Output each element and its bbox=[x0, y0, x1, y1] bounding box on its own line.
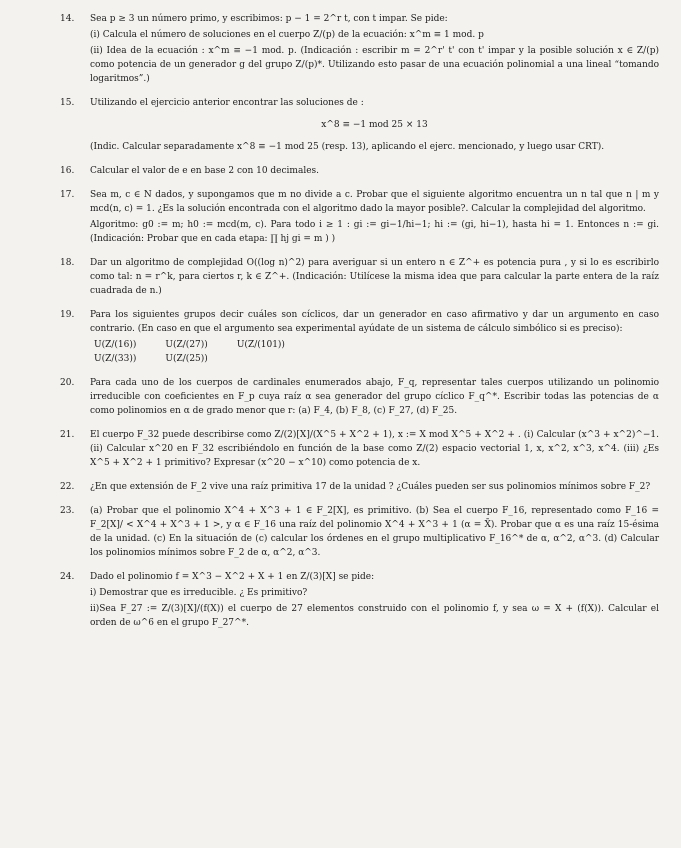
exercise-number: 24. bbox=[60, 572, 75, 582]
display-equation: x^8 ≡ −1 mod 25 × 13 bbox=[321, 120, 428, 130]
exercise-number: 17. bbox=[60, 190, 75, 200]
exercise-number: 14. bbox=[60, 14, 75, 24]
exercise-intro: ¿En que extensión de F_2 vive una raíz primitiva 17 de la unidad ? ¿Cuáles pueden ser sus polinomios mínimos sobre F_2? bbox=[90, 482, 651, 492]
exercise-15 bbox=[60, 96, 659, 154]
exercise-number: 16. bbox=[60, 166, 75, 176]
exercise-number: 21. bbox=[60, 430, 75, 440]
exercise-intro: Sea m, c ∈ N dados, y supongamos que m no divide a c. Probar que el siguiente algoritmo encuentra un n tal que n | m y mcd(n, c) = 1. ¿Es la solución encontrada con el algoritmo dado la mayor posible?. Calcular la complejidad del algoritmo. bbox=[90, 190, 659, 214]
exercise-hint: (Indic. Calcular separadamente x^8 ≡ −1 mod 25 (resp. 13), aplicando el ejerc. mencionado, y luego usar CRT). bbox=[90, 142, 605, 152]
exercise-intro: Para cada uno de los cuerpos de cardinales enumerados abajo, F_q, representar tales cuerpos utilizando un polinomio irreducible con coeficientes en F_p cuya raíz α sea generador del grupo cíclico F_q^*. Escribir todas las potencias de α como polinomios en α de grado menor que r: (a) F_4, (b) F_8, (c) F_27, (d) F_25. bbox=[90, 378, 659, 416]
exercise-19 bbox=[60, 308, 659, 366]
exercise-number: 20. bbox=[60, 378, 75, 388]
group-item: U(Z/(101)) bbox=[236, 340, 285, 350]
exercise-24 bbox=[60, 570, 659, 630]
exercise-intro: (a) Probar que el polinomio X^4 + X^3 + 1 ∈ F_2[X], es primitivo. (b) Sea el cuerpo F_16, representado como F_16 = F_2[X]/ < X^4 + X^3 + 1 >, y α ∈ F_16 una raíz del polinomio X^4 + X^3 + 1 (α = X̄). Probar que α es una raíz 15-ésima de la unidad. (c) En la situación de (c) calcular los órdenes en el grupo multiplicativo F_16^* de α, α^2, α^3. (d) Calcular los polinomios mínimos sobre F_2 de α, α^2, α^3. bbox=[90, 506, 659, 558]
group-list bbox=[94, 338, 304, 366]
exercise-number: 18. bbox=[60, 258, 75, 268]
exercise-number: 23. bbox=[60, 506, 75, 516]
exercise-14 bbox=[60, 12, 659, 86]
exercise-intro: Utilizando el ejercicio anterior encontrar las soluciones de : bbox=[90, 98, 364, 108]
exercise-intro: Para los siguientes grupos decir cuáles son cíclicos, dar un generador en caso afirmativo y dar un argumento en caso contrario. (En caso en que el argumento sea experimental ayúdate de un sistema de cálculo simbólico si es preciso): bbox=[90, 310, 659, 334]
exercise-23 bbox=[60, 504, 659, 560]
exercise-number: 19. bbox=[60, 310, 75, 320]
exercise-21 bbox=[60, 428, 659, 470]
group-item: U(Z/(33)) bbox=[94, 354, 137, 364]
exercise-item: (ii) Idea de la ecuación : x^m ≡ −1 mod. p. (Indicación : escribir m = 2^r' t' con t' impar y la posible solución x ∈ Z/(p) como potencia de un generador g del grupo Z/(p)*. Utilizando esto pasar de una ecuación polinomial a una lineal “tomando logaritmos”.) bbox=[90, 46, 659, 84]
group-item: U(Z/(25)) bbox=[165, 354, 208, 364]
exercise-number: 15. bbox=[60, 98, 75, 108]
exercise-intro: Sea p ≥ 3 un número primo, y escribimos: p − 1 = 2^r t, con t impar. Se pide: bbox=[90, 14, 448, 24]
exercise-item: ii)Sea F_27 := Z/(3)[X]/(f(X)) el cuerpo de 27 elementos construido con el polinomio f, y sea ω = X + (f(X)). Calcular el orden de ω^6 en el grupo F_27^*. bbox=[90, 604, 659, 628]
exercise-intro: El cuerpo F_32 puede describirse como Z/(2)[X]/(X^5 + X^2 + 1), x := X mod X^5 + X^2 + . (i) Calcular (x^3 + x^2)^−1. (ii) Calcular x^20 en F_32 escribiéndolo en función de la base como Z/(2) espacio vectorial 1, x, x^2, x^3, x^4. (iii) ¿Es X^5 + X^2 + 1 primitivo? Expresar (x^20 − x^10) como potencia de x. bbox=[90, 430, 659, 468]
exercise-18 bbox=[60, 256, 659, 298]
group-item: U(Z/(27)) bbox=[165, 340, 208, 350]
algorithm-text: Algoritmo: g0 := m; h0 := mcd(m, c). Para todo i ≥ 1 : gi := gi−1/hi−1; hi := (gi, hi−1), hasta hi = 1. Entonces n := gi. (Indicación: Probar que en cada etapa: ∏ hj gi = m ) ) bbox=[90, 220, 659, 244]
exercise-20 bbox=[60, 376, 659, 418]
exercise-intro: Dar un algoritmo de complejidad O((log n)^2) para averiguar si un entero n ∈ Z^+ es potencia pura , y si lo es escribirlo como tal: n = r^k, para ciertos r, k ∈ Z^+. (Indicación: Utilícese la misma idea que para calcular la parte entera de la raíz cuadrada de n.) bbox=[90, 258, 659, 296]
exercise-16 bbox=[60, 164, 659, 178]
exercise-17 bbox=[60, 188, 659, 246]
exercise-intro: Dado el polinomio f = X^3 − X^2 + X + 1 en Z/(3)[X] se pide: bbox=[90, 572, 375, 582]
group-item: U(Z/(16)) bbox=[94, 340, 137, 350]
exercise-item: i) Demostrar que es irreducible. ¿ Es primitivo? bbox=[90, 588, 308, 598]
exercise-number: 22. bbox=[60, 482, 75, 492]
exercise-22 bbox=[60, 480, 659, 494]
exercise-intro: Calcular el valor de e en base 2 con 10 decimales. bbox=[90, 166, 320, 176]
exercise-item: (i) Calcula el número de soluciones en el cuerpo Z/(p) de la ecuación: x^m ≡ 1 mod. p bbox=[90, 30, 484, 40]
